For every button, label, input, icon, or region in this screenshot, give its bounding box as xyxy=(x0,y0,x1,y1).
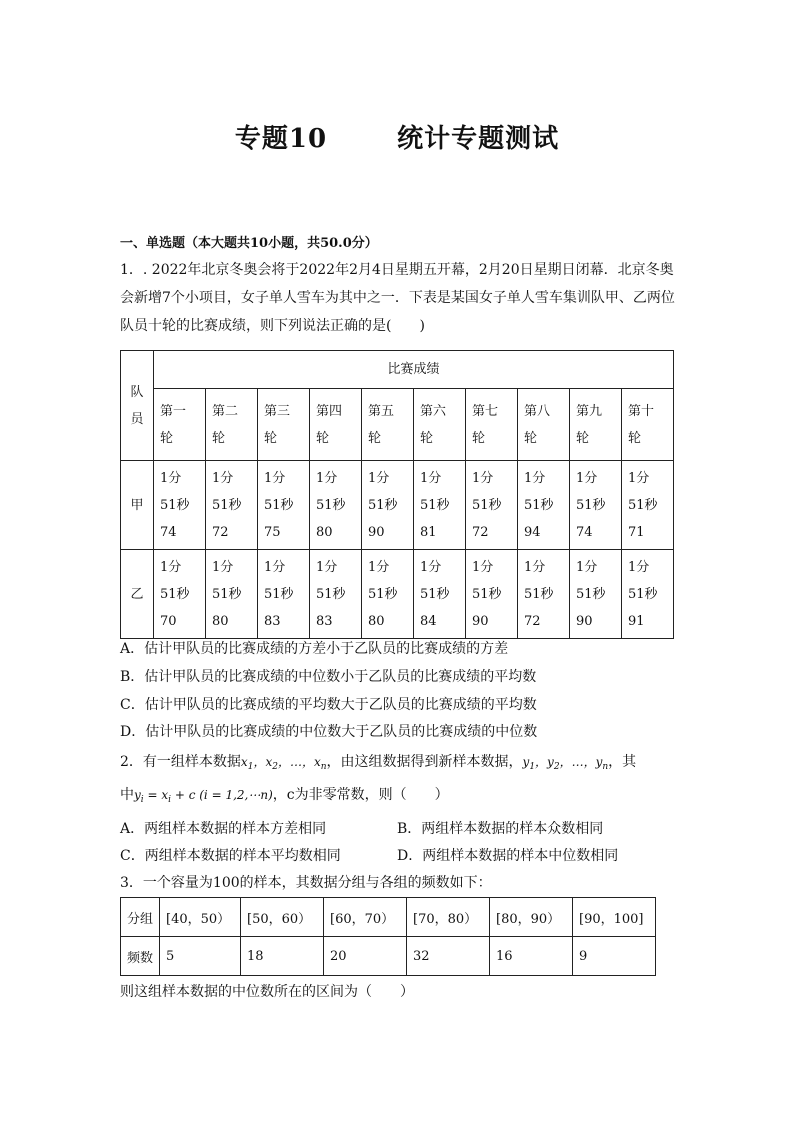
score-cell: 1分 51秒 75 xyxy=(258,461,310,550)
question-1-table xyxy=(120,350,674,639)
question-3-stem: 3．一个容量为100的样本，其数据分组与各组的频数如下： xyxy=(120,875,492,891)
question-1-option-b: B．估计甲队员的比赛成绩的中位数小于乙队员的比赛成绩的平均数 xyxy=(120,669,537,685)
score-cell: 1分 51秒 70 xyxy=(154,550,206,639)
question-1-option-a: A．估计甲队员的比赛成绩的方差小于乙队员的比赛成绩的方差 xyxy=(120,641,509,657)
score-cell: 1分 51秒 90 xyxy=(466,550,518,639)
question-3-table xyxy=(120,897,656,976)
title-topic: 专题10 xyxy=(234,124,328,154)
round-header-cell: 第一 轮 xyxy=(154,389,206,461)
score-cell: 1分 51秒 91 xyxy=(622,550,674,639)
score-cell: 1分 51秒 81 xyxy=(414,461,466,550)
math-y-sequence: $y_1$，$y_2$，…，$y_n$ xyxy=(522,755,609,772)
question-2-stem-line2: 中$y_i = x_i + c$ (i = 1,2,⋯n)，c为非零常数，则（ ） xyxy=(120,787,449,805)
question-2-option-c: C．两组样本数据的样本平均数相同 xyxy=(120,848,341,864)
round-header-row xyxy=(121,389,674,461)
round-header-cell: 第五 轮 xyxy=(362,389,414,461)
table-row xyxy=(121,550,674,639)
section-heading: 一、单选题（本大题共10小题，共50.0分） xyxy=(120,236,378,251)
round-header-cell: 第二 轮 xyxy=(206,389,258,461)
count-cell: 5 xyxy=(160,937,241,976)
score-cell: 1分 51秒 83 xyxy=(258,550,310,639)
round-header-cell: 第四 轮 xyxy=(310,389,362,461)
score-cell: 1分 51秒 80 xyxy=(362,550,414,639)
question-1-option-c: C．估计甲队员的比赛成绩的平均数大于乙队员的比赛成绩的平均数 xyxy=(120,697,537,713)
round-header-cell: 第七 轮 xyxy=(466,389,518,461)
score-cell: 1分 51秒 80 xyxy=(206,550,258,639)
question-1-stem: 1．. 2022年北京冬奥会将于2022年2月4日星期五开幕，2月20日星期日闭幕．北京冬奥会新增7个小项目，女子单人雪车为其中之一．下表是某国女子单人雪车集训队甲、乙两位队员十轮的比赛成绩，则下列说法正确的是( ) xyxy=(120,262,675,334)
score-cell: 1分 51秒 80 xyxy=(310,461,362,550)
row-label: 频数 xyxy=(121,937,160,976)
round-header-cell: 第十 轮 xyxy=(622,389,674,461)
group-cell: [90，100] xyxy=(573,898,656,937)
question-2-stem: 2．有一组样本数据$x_1$，$x_2$，…，$x_n$，由这组数据得到新样本数据，$y_1$，$y_2$，…，$y_n$，其 xyxy=(120,754,637,772)
count-cell: 20 xyxy=(324,937,407,976)
table-row xyxy=(121,898,656,937)
team-name: 乙 xyxy=(121,550,154,639)
score-cell: 1分 51秒 83 xyxy=(310,550,362,639)
score-cell: 1分 51秒 72 xyxy=(466,461,518,550)
group-cell: [60，70） xyxy=(324,898,407,937)
score-cell: 1分 51秒 84 xyxy=(414,550,466,639)
question-2-option-d: D．两组样本数据的样本中位数相同 xyxy=(397,848,619,864)
page-title xyxy=(0,118,794,155)
count-cell: 16 xyxy=(490,937,573,976)
question-2-option-b: B．两组样本数据的样本众数相同 xyxy=(397,821,604,837)
question-1-option-d: D．估计甲队员的比赛成绩的中位数大于乙队员的比赛成绩的中位数 xyxy=(120,724,538,740)
question-2-option-a: A．两组样本数据的样本方差相同 xyxy=(120,821,327,837)
score-cell: 1分 51秒 74 xyxy=(154,461,206,550)
round-header-cell: 第九 轮 xyxy=(570,389,622,461)
score-cell: 1分 51秒 72 xyxy=(206,461,258,550)
group-cell: [80，90） xyxy=(490,898,573,937)
row-label: 分组 xyxy=(121,898,160,937)
score-cell: 1分 51秒 71 xyxy=(622,461,674,550)
group-cell: [70，80） xyxy=(407,898,490,937)
math-formula: $y_i = x_i + c$ (i = 1,2,⋯n) xyxy=(134,788,273,805)
group-cell: [40，50） xyxy=(160,898,241,937)
table-corner: 队 员 xyxy=(121,351,154,461)
score-cell: 1分 51秒 72 xyxy=(518,550,570,639)
title-subject: 统计专题测试 xyxy=(397,124,560,154)
count-cell: 18 xyxy=(241,937,324,976)
table-row xyxy=(121,461,674,550)
count-cell: 9 xyxy=(573,937,656,976)
table-row xyxy=(121,937,656,976)
score-cell: 1分 51秒 90 xyxy=(362,461,414,550)
score-cell: 1分 51秒 90 xyxy=(570,550,622,639)
score-cell: 1分 51秒 74 xyxy=(570,461,622,550)
team-name: 甲 xyxy=(121,461,154,550)
question-3-question: 则这组样本数据的中位数所在的区间为（ ） xyxy=(120,984,414,1000)
round-header-cell: 第三 轮 xyxy=(258,389,310,461)
score-cell: 1分 51秒 94 xyxy=(518,461,570,550)
round-header-cell: 第八 轮 xyxy=(518,389,570,461)
table-header: 比赛成绩 xyxy=(154,351,674,389)
round-header-cell: 第六 轮 xyxy=(414,389,466,461)
group-cell: [50，60） xyxy=(241,898,324,937)
math-x-sequence: $x_1$，$x_2$，…，$x_n$ xyxy=(240,755,327,772)
count-cell: 32 xyxy=(407,937,490,976)
